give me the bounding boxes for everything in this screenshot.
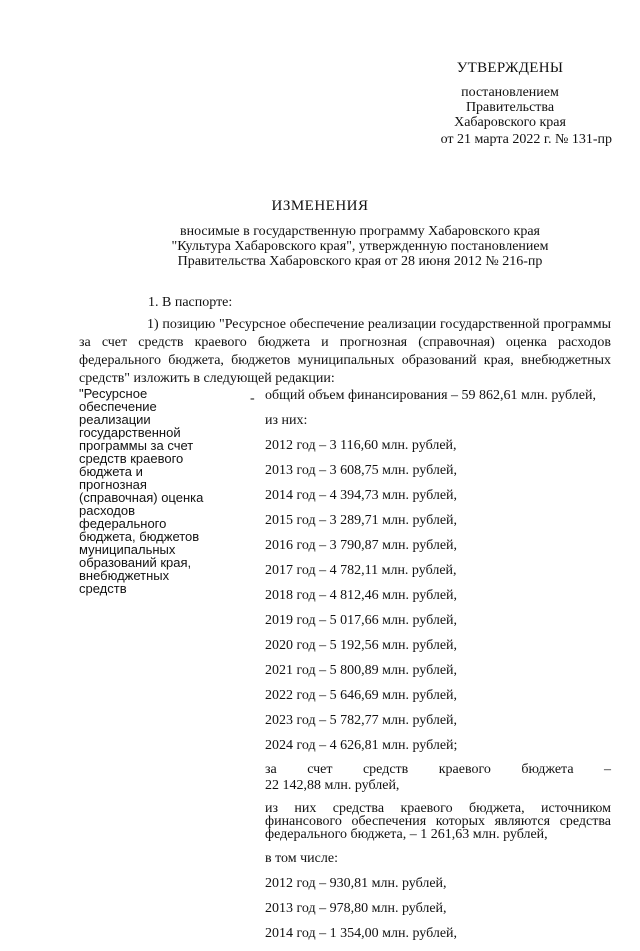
approved-heading: УТВЕРЖДЕНЫ bbox=[456, 60, 564, 76]
resource-label-line: средств bbox=[79, 581, 127, 596]
separator-dash: - bbox=[250, 391, 255, 406]
resource-label-line: обеспечение bbox=[79, 399, 157, 414]
intro-text: позицию "Ресурсное обеспечение реализации государственной программы за счет средств краевого бюджета и прогнозная (справочная) оценка расходов федерального бюджета, бюджетов муниципальных образований края, внебюджетных средств" изложить в следующей редакции: bbox=[79, 317, 611, 386]
subtitle-line-1: вносимые в государственную программу Хабаровского края bbox=[179, 224, 540, 239]
regional-year-row: 2014 год – 1 354,00 млн. рублей, bbox=[265, 926, 458, 941]
regional-year-row: 2012 год – 930,81 млн. рублей, bbox=[265, 876, 447, 891]
document-subtitle bbox=[0, 224, 640, 269]
year-amount-row: 2024 год – 4 626,81 млн. рублей; bbox=[265, 738, 458, 753]
resource-label-line: муниципальных bbox=[79, 542, 176, 557]
year-amount-row: 2015 год – 3 289,71 млн. рублей, bbox=[265, 513, 458, 528]
of-which-label: из них: bbox=[265, 413, 308, 428]
resource-label-line: "Ресурсное bbox=[79, 386, 148, 401]
resource-label-line: федерального bbox=[79, 516, 167, 531]
resource-label-line: средств краевого bbox=[79, 451, 184, 466]
year-amount-row: 2018 год – 4 812,46 млн. рублей, bbox=[265, 588, 458, 603]
year-amount-row: 2017 год – 4 782,11 млн. рублей, bbox=[265, 563, 457, 578]
federal-source-text: из них средства краевого бюджета, источником финансового обеспечения которых являются средства федерального бюджета, – 1 261,63 млн. рублей, bbox=[265, 801, 611, 842]
approval-line-2: Правительства bbox=[465, 100, 555, 115]
section-heading: 1. В паспорте: bbox=[148, 295, 233, 310]
year-amount-row: 2021 год – 5 800,89 млн. рублей, bbox=[265, 663, 458, 678]
financing-column bbox=[265, 388, 611, 951]
intro-item-number: 1) bbox=[147, 317, 159, 332]
resource-label-line: прогнозная bbox=[79, 477, 147, 492]
resource-label-line: реализации bbox=[79, 412, 151, 427]
approval-line-1: постановлением bbox=[461, 85, 559, 100]
resource-label-line: образований края, bbox=[79, 555, 192, 570]
resource-label-column bbox=[79, 387, 249, 595]
resource-label-line: внебюджетных bbox=[79, 568, 170, 583]
resource-label-line: (справочная) оценка bbox=[79, 490, 204, 505]
year-amount-row: 2023 год – 5 782,77 млн. рублей, bbox=[265, 713, 458, 728]
including-label: в том числе: bbox=[265, 851, 338, 866]
document-title: ИЗМЕНЕНИЯ bbox=[271, 198, 369, 214]
resource-label-line: расходов bbox=[79, 503, 135, 518]
approval-stamp bbox=[420, 60, 600, 130]
regional-years-list bbox=[265, 876, 611, 941]
year-amount-row: 2019 год – 5 017,66 млн. рублей, bbox=[265, 613, 458, 628]
resource-label-line: бюджета и bbox=[79, 464, 143, 479]
year-amount-row: 2012 год – 3 116,60 млн. рублей, bbox=[265, 438, 457, 453]
year-amount-row: 2013 год – 3 608,75 млн. рублей, bbox=[265, 463, 458, 478]
intro-paragraph bbox=[79, 316, 611, 388]
year-amount-row: 2014 год – 4 394,73 млн. рублей, bbox=[265, 488, 458, 503]
approval-date: от 21 марта 2022 г. № 131-пр bbox=[440, 132, 612, 147]
resource-label-line: программы за счет bbox=[79, 438, 194, 453]
approval-line-3: Хабаровского края bbox=[454, 115, 566, 130]
subtitle-line-2: "Культура Хабаровского края", утвержденную постановлением bbox=[171, 239, 549, 254]
resource-label-line: бюджета, бюджетов bbox=[79, 529, 200, 544]
regional-budget-line-2: 22 142,88 млн. рублей, bbox=[265, 778, 400, 793]
years-list bbox=[265, 438, 611, 753]
year-amount-row: 2016 год – 3 790,87 млн. рублей, bbox=[265, 538, 458, 553]
regional-budget-line-1: за счет средств краевого бюджета – bbox=[265, 762, 611, 777]
resource-label-line: государственной bbox=[79, 425, 181, 440]
year-amount-row: 2022 год – 5 646,69 млн. рублей, bbox=[265, 688, 458, 703]
year-amount-row: 2020 год – 5 192,56 млн. рублей, bbox=[265, 638, 458, 653]
subtitle-line-3: Правительства Хабаровского края от 28 июня 2012 № 216-пр bbox=[177, 254, 543, 269]
total-financing: общий объем финансирования – 59 862,61 млн. рублей, bbox=[265, 388, 596, 403]
regional-year-row: 2013 год – 978,80 млн. рублей, bbox=[265, 901, 447, 916]
